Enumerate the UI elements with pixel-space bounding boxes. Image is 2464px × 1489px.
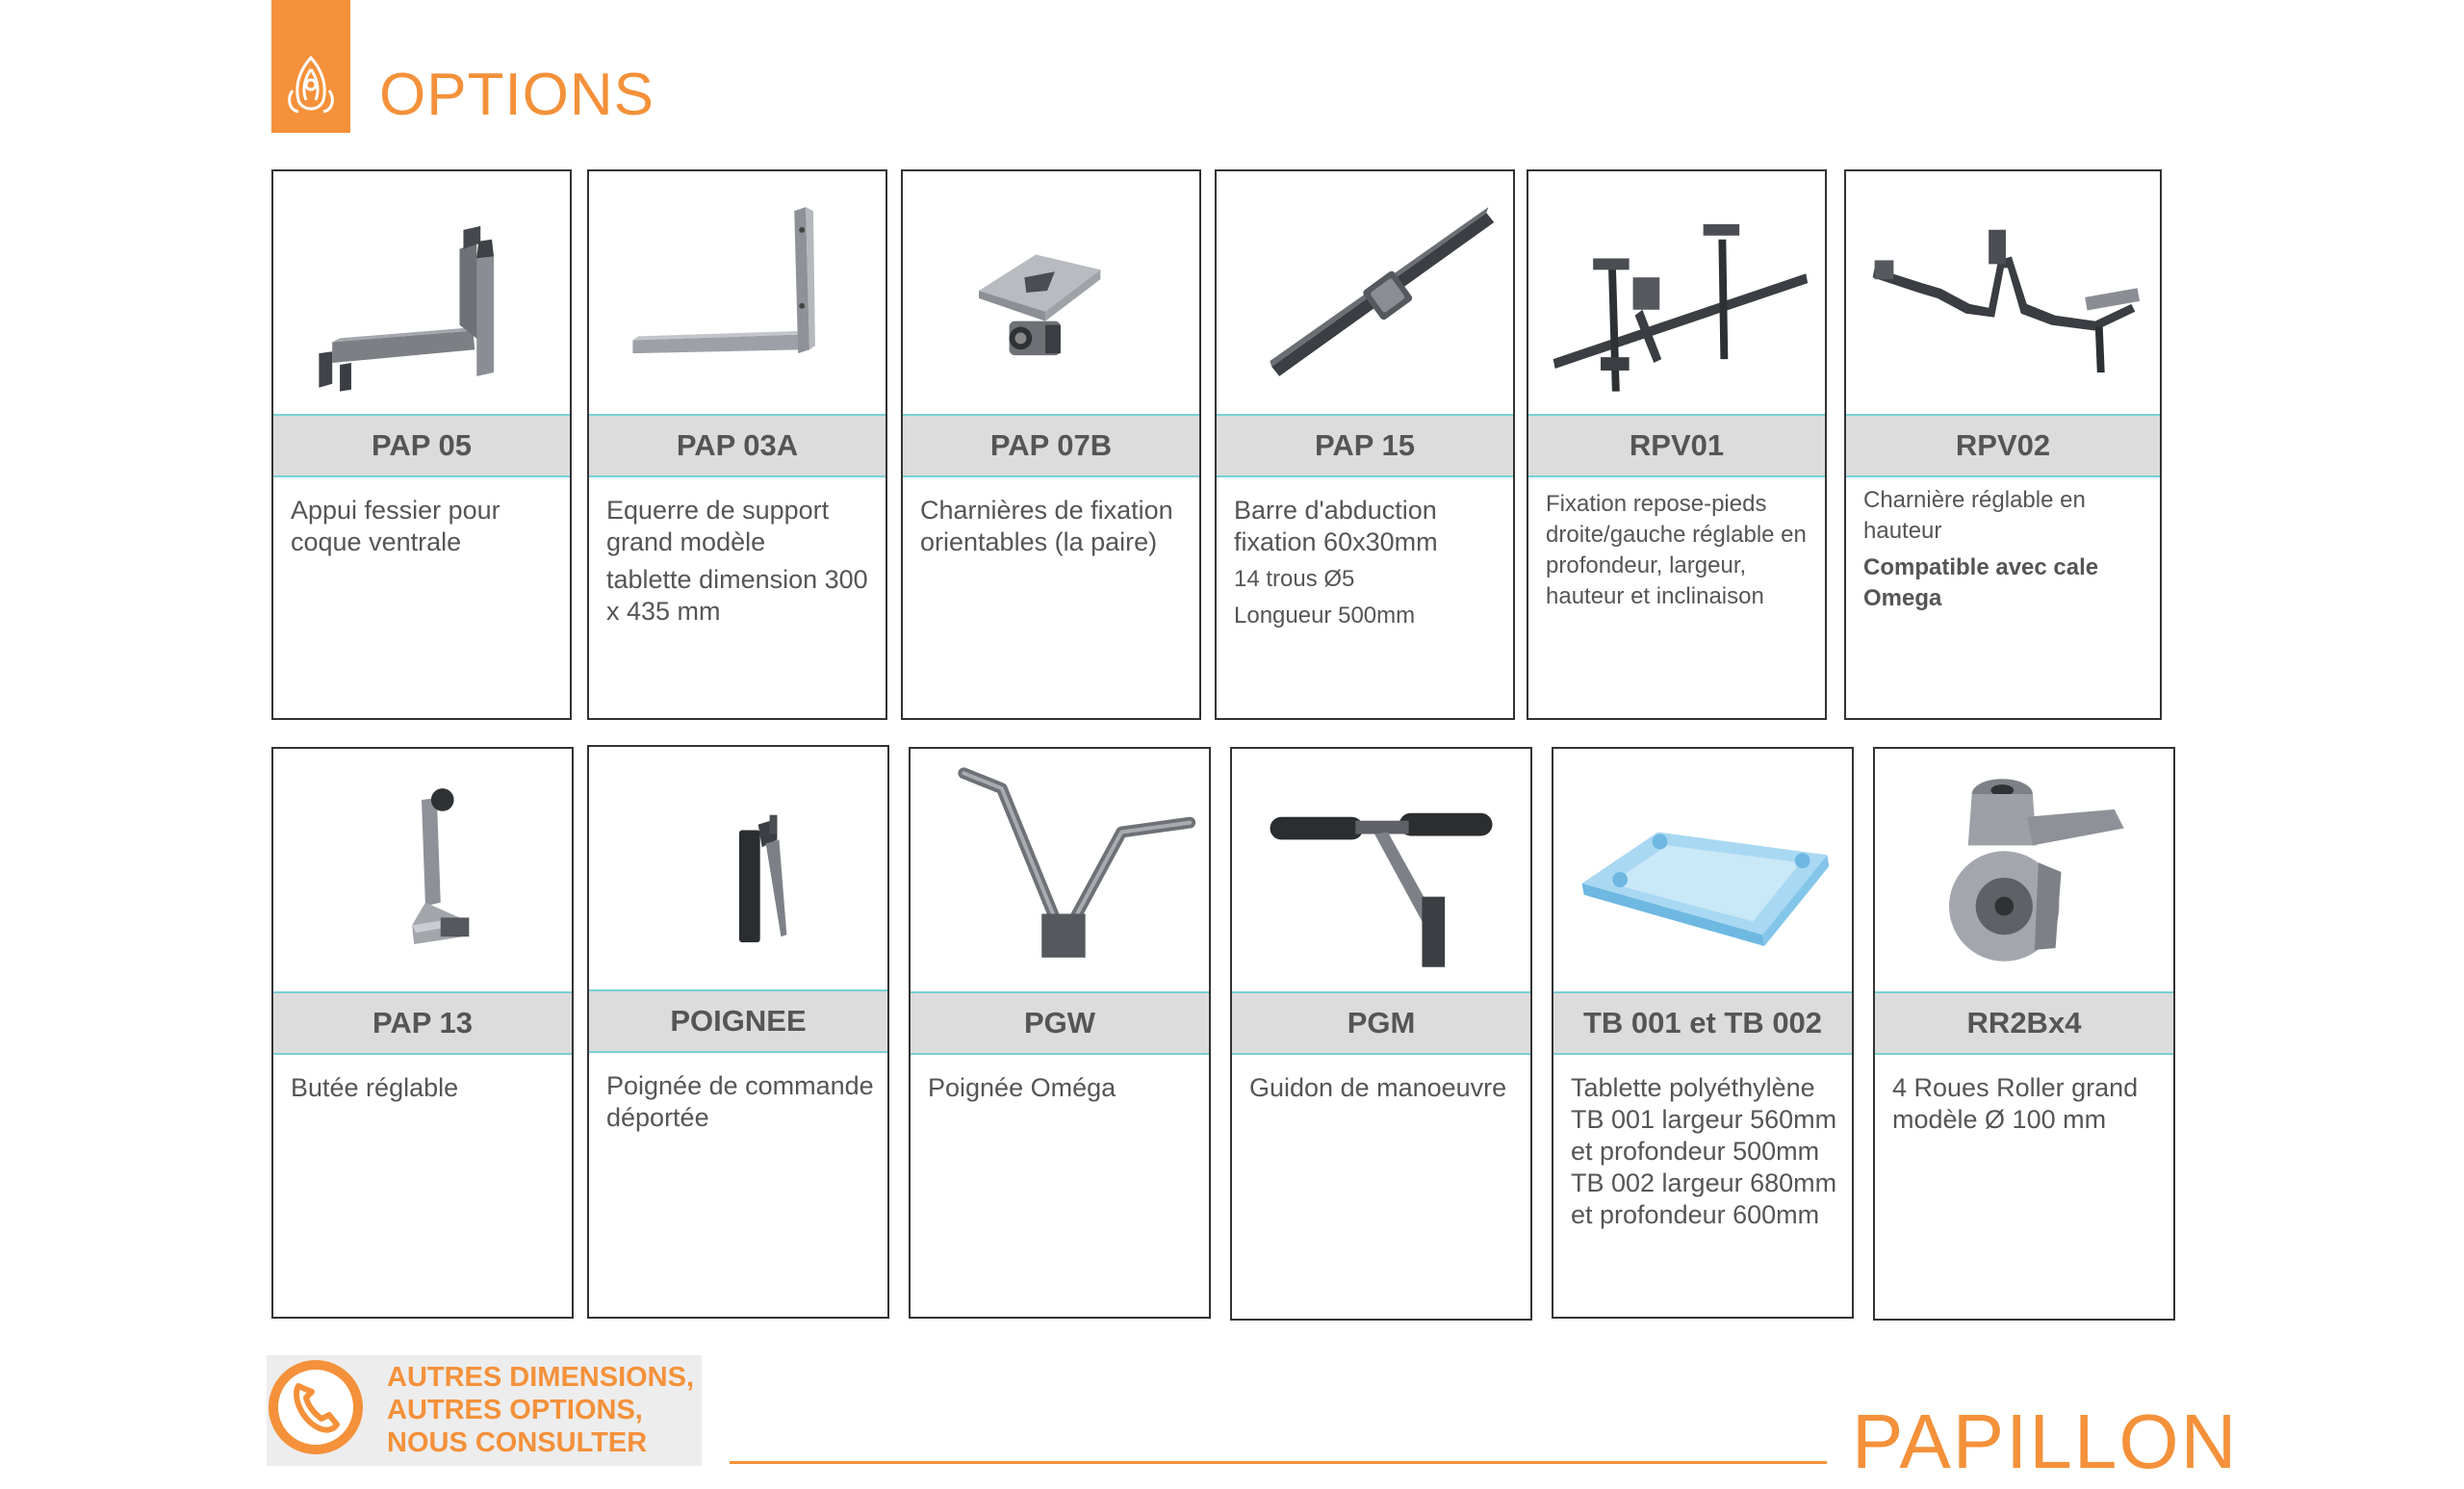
description-line: tablette dimension 300 x 435 mm <box>606 565 868 626</box>
description-line: Charnières de fixation orientables (la paire) <box>920 496 1173 556</box>
product-description <box>1892 1072 2162 1142</box>
description-line: Longueur 500mm <box>1234 603 1416 629</box>
description-line: Tablette polyéthylène TB 001 largeur 560mm <box>1571 1073 1837 1134</box>
product-image <box>273 749 572 991</box>
product-card-pap15 <box>1215 169 1515 720</box>
product-code: PAP 13 <box>273 991 572 1055</box>
product-image <box>589 747 887 989</box>
description-line: Guidon de manoeuvre <box>1249 1073 1507 1102</box>
product-card-pap05 <box>271 169 572 720</box>
product-card-pgw <box>909 747 1211 1319</box>
description-line: Fixation repose-pieds droite/gauche réglable en profondeur, largeur, hauteur et inclinaison <box>1546 491 1807 609</box>
product-code: PGM <box>1232 991 1530 1055</box>
description-line: Poignée Oméga <box>928 1073 1116 1102</box>
product-card-pgm <box>1230 747 1532 1321</box>
product-description <box>291 495 558 564</box>
description-line: 4 Roues Roller grand modèle Ø 100 mm <box>1892 1073 2139 1134</box>
handlebar-icon <box>1232 749 1530 991</box>
omega-handle-icon <box>911 749 1209 991</box>
contact-line: AUTRES OPTIONS, <box>387 1395 643 1425</box>
product-image <box>589 171 886 414</box>
product-description <box>291 1072 560 1110</box>
product-image <box>1217 171 1513 414</box>
product-description <box>1863 485 2148 620</box>
product-image <box>1875 749 2173 991</box>
footer-divider <box>730 1461 1827 1464</box>
description-line: Poignée de commande déportée <box>606 1071 874 1132</box>
product-card-pap03a <box>587 169 887 720</box>
product-code: PAP 15 <box>1217 414 1513 477</box>
product-code: POIGNEE <box>589 989 887 1053</box>
product-card-pap07b <box>901 169 1201 720</box>
product-code: PAP 03A <box>589 414 886 477</box>
caster-wheel-icon <box>1875 749 2173 991</box>
tray-icon <box>1553 749 1852 991</box>
product-code: PAP 07B <box>903 414 1199 477</box>
description-line: Barre d'abduction fixation 60x30mm <box>1234 496 1438 556</box>
product-description <box>1249 1072 1519 1110</box>
product-code: RPV02 <box>1846 414 2160 477</box>
product-description <box>1234 495 1502 637</box>
product-code: RR2Bx4 <box>1875 991 2173 1055</box>
l-bracket-icon <box>589 171 886 414</box>
product-image <box>1846 171 2160 414</box>
product-description <box>928 1072 1197 1110</box>
footrest-frame-icon <box>1528 171 1825 414</box>
description-line: Equerre de support grand modèle <box>606 496 830 556</box>
product-card-rpv01 <box>1527 169 1827 720</box>
contact-line: NOUS CONSULTER <box>387 1427 648 1458</box>
description-line: Compatible avec cale Omega <box>1863 554 2099 611</box>
brand-name: PAPILLON <box>1852 1399 2239 1484</box>
contact-line: AUTRES DIMENSIONS, <box>387 1362 695 1393</box>
description-line: et profondeur 600mm <box>1571 1200 1820 1229</box>
product-description <box>920 495 1188 564</box>
description-line: Charnière réglable en hauteur <box>1863 487 2086 544</box>
logo <box>271 0 350 133</box>
description-line: 14 trous Ø5 <box>1234 566 1355 592</box>
product-card-rr2bx4 <box>1873 747 2175 1321</box>
omega-hinge-icon <box>1846 171 2160 414</box>
product-card-tb001-tb002 <box>1552 747 1854 1319</box>
product-code: RPV01 <box>1528 414 1825 477</box>
phone-icon <box>266 1357 366 1457</box>
product-image <box>911 749 1209 991</box>
contact-text[interactable] <box>387 1361 694 1459</box>
product-image <box>903 171 1199 414</box>
hinge-icon <box>903 171 1199 414</box>
description-line: et profondeur 500mm TB 002 largeur 680mm <box>1571 1137 1837 1197</box>
adjustable-stop-icon <box>273 749 572 991</box>
papillon-logo-icon <box>283 52 339 119</box>
product-card-poignee <box>587 745 889 1319</box>
product-image <box>1232 749 1530 991</box>
product-card-pap13 <box>271 747 574 1319</box>
product-description <box>1571 1072 1840 1231</box>
product-image <box>1528 171 1825 414</box>
product-image <box>1553 749 1852 991</box>
product-description <box>606 1070 876 1140</box>
product-description <box>1546 489 1813 618</box>
description-line: Appui fessier pour coque ventrale <box>291 496 500 556</box>
product-description <box>606 495 874 633</box>
product-card-rpv02 <box>1844 169 2162 720</box>
description-line: Butée réglable <box>291 1073 459 1102</box>
remote-handle-icon <box>589 747 887 989</box>
product-code: PGW <box>911 991 1209 1055</box>
product-code: TB 001 et TB 002 <box>1553 991 1852 1055</box>
page-title: OPTIONS <box>379 62 655 128</box>
product-image <box>273 171 570 414</box>
seat-bracket-icon <box>273 171 570 414</box>
product-code: PAP 05 <box>273 414 570 477</box>
abduction-bar-icon <box>1217 171 1513 414</box>
